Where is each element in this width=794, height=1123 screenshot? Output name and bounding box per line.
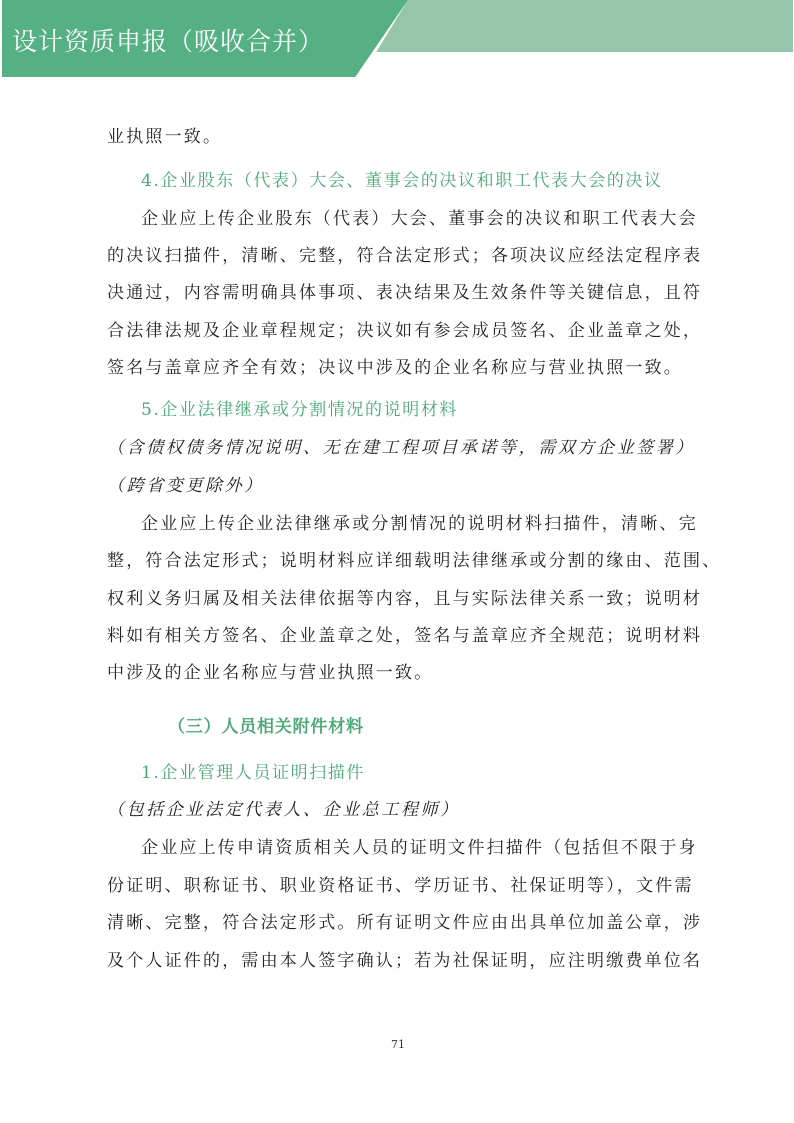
paragraph-first-line: 企业应上传企业股东（代表）大会、董事会的决议和职工代表大会 [141, 209, 698, 229]
note-text: （含债权债务情况说明、无在建工程项目承诺等，需双方企业签署） [107, 438, 695, 458]
section-heading: （三）人员相关附件材料 [168, 717, 364, 737]
body-text-line: 签名与盖章应齐全有效；决议中涉及的企业名称应与营业执照一致。 [107, 358, 683, 378]
paragraph-first-line: 企业应上传申请资质相关人员的证明文件扫描件（包括但不限于身 [141, 838, 698, 858]
body-text-line: 整，符合法定形式；说明材料应详细载明法律继承或分割的缘由、范围、 [107, 551, 722, 571]
page-number: 71 [391, 1038, 405, 1051]
body-text-line: 决通过，内容需明确具体事项、表决结果及生效条件等关键信息，且符 [107, 283, 703, 303]
body-text-line: 及个人证件的，需由本人签字确认；若为社保证明，应注明缴费单位名 [107, 951, 703, 971]
note-text: （跨省变更除外） [107, 476, 264, 496]
body-text-line: 中涉及的企业名称应与营业执照一致。 [107, 663, 434, 683]
page-header-title: 设计资质申报（吸收合并） [12, 27, 325, 56]
note-text: （包括企业法定代表人、企业总工程师） [107, 800, 460, 820]
body-text-line: 清晰、完整，符合法定形式。所有证明文件应由出具单位加盖公章，涉 [107, 913, 703, 933]
body-text-line: 合法律法规及企业章程规定；决议如有参会成员签名、企业盖章之处， [107, 321, 703, 341]
subheading: 1.企业管理人员证明扫描件 [141, 763, 366, 783]
subheading: 4.企业股东（代表）大会、董事会的决议和职工代表大会的决议 [141, 171, 663, 191]
body-text-line: 料如有相关方签名、企业盖章之处，签名与盖章应齐全规范；说明材料 [107, 626, 703, 646]
subheading: 5.企业法律继承或分割情况的说明材料 [141, 400, 459, 420]
body-text-line: 份证明、职称证书、职业资格证书、学历证书、社保证明等），文件需 [107, 876, 694, 896]
body-text-line: 的决议扫描件，清晰、完整，符合法定形式；各项决议应经法定程序表 [107, 246, 703, 266]
body-text-line: 业执照一致。 [107, 127, 223, 147]
header-light-band [340, 0, 793, 52]
paragraph-first-line: 企业应上传企业法律继承或分割情况的说明材料扫描件，清晰、完 [141, 514, 698, 534]
body-text-line: 权利义务归属及相关法律依据等内容，且与实际法律关系一致；说明材 [107, 589, 703, 609]
